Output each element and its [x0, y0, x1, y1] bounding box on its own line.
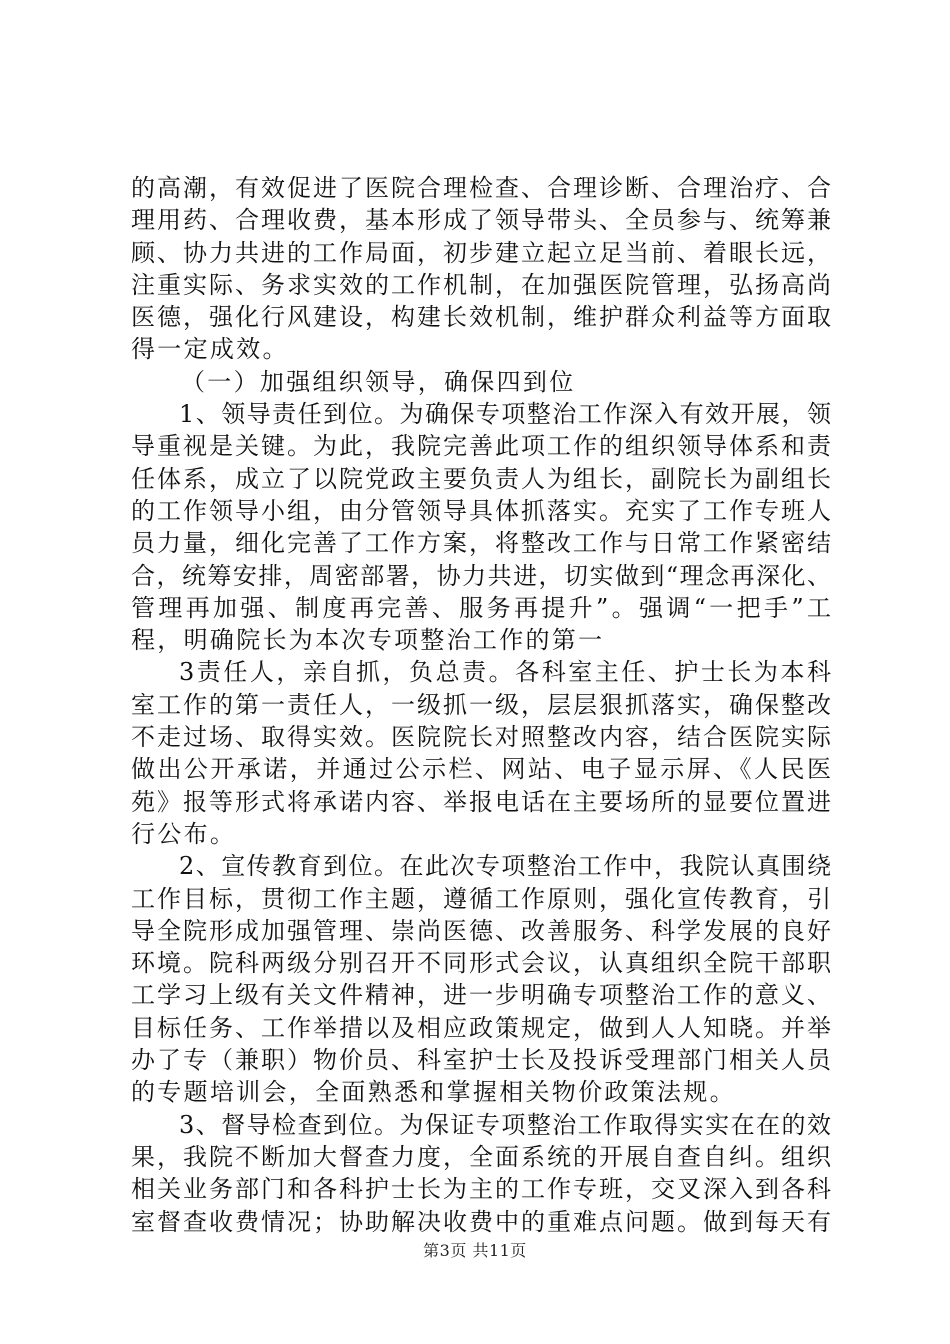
text-line: 相关业务部门和各科护士长为主的工作专班，交叉深入到各科 — [131, 1175, 831, 1204]
text-line: 导重视是关键。为此，我院完善此项工作的组织领导体系和责 — [131, 432, 831, 461]
text-line: 注重实际、务求实效的工作机制，在加强医院管理，弘扬高尚 — [131, 270, 831, 299]
text-line: 管理再加强、制度再完善、服务再提升”。强调“一把手”工 — [131, 593, 831, 622]
text-line: 办了专（兼职）物价员、科室护士长及投诉受理部门相关人员 — [131, 1046, 831, 1075]
text-line: 的专题培训会，全面熟悉和掌握相关物价政策法规。 — [131, 1078, 736, 1107]
text-line: 行公布。 — [131, 819, 237, 848]
text-line: 1、领导责任到位。为确保专项整治工作深入有效开展，领 — [179, 400, 831, 429]
text-line: 室工作的第一责任人，一级抓一级，层层狠抓落实，确保整改 — [131, 690, 831, 719]
text-line: 员力量，细化完善了工作方案，将整改工作与日常工作紧密结 — [131, 529, 831, 558]
text-line: 导全院形成加强管理、崇尚医德、改善服务、科学发展的良好 — [131, 916, 831, 945]
section-heading: （一）加强组织领导，确保四到位 — [181, 367, 576, 396]
text-line: 目标任务、工作举措以及相应政策规定，做到人人知晓。并举 — [131, 1013, 831, 1042]
text-line: 环境。院科两级分别召开不同形式会议，认真组织全院干部职 — [131, 949, 831, 978]
text-line: 医德，强化行风建设，构建长效机制，维护群众利益等方面取 — [131, 303, 831, 332]
text-line: 苑》报等形式将承诺内容、举报电话在主要场所的显要位置进 — [131, 787, 831, 816]
document-body — [131, 172, 831, 1238]
text-line: 的工作领导小组，由分管领导具体抓落实。充实了工作专班人 — [131, 496, 831, 525]
text-line: 室督查收费情况；协助解决收费中的重难点问题。做到每天有 — [131, 1207, 831, 1236]
text-line: 的高潮，有效促进了医院合理检查、合理诊断、合理治疗、合 — [131, 174, 831, 202]
text-line: 工作目标，贯彻工作主题，遵循工作原则，强化宣传教育，引 — [131, 884, 831, 913]
text-line: 任体系，成立了以院党政主要负责人为组长，副院长为副组长 — [131, 464, 831, 493]
text-line: 果，我院不断加大督查力度，全面系统的开展自查自纠。组织 — [131, 1142, 831, 1171]
text-line: 不走过场、取得实效。医院院长对照整改内容，结合医院实际 — [131, 723, 831, 752]
text-line: 顾、协力共进的工作局面，初步建立起立足当前、着眼长远， — [131, 238, 831, 267]
text-line: 做出公开承诺，并通过公示栏、网站、电子显示屏、《人民医 — [131, 755, 831, 784]
text-line: 合，统筹安排，周密部署，协力共进，切实做到“理念再深化、 — [131, 561, 831, 590]
text-line: 2、宣传教育到位。在此次专项整治工作中，我院认真围绕 — [179, 852, 831, 881]
text-line: 工学习上级有关文件精神，进一步明确专项整治工作的意义、 — [131, 981, 831, 1010]
text-line: 3责任人，亲自抓，负总责。各科室主任、护士长为本科 — [179, 658, 831, 687]
page-footer: 第3页 共11页 — [423, 1241, 527, 1260]
text-line: 程，明确院长为本次专项整治工作的第一 — [131, 626, 605, 655]
text-line: 理用药、合理收费，基本形成了领导带头、全员参与、统筹兼 — [131, 206, 831, 235]
text-line: 得一定成效。 — [131, 335, 289, 364]
text-line: 3、督导检查到位。为保证专项整治工作取得实实在在的效 — [179, 1110, 831, 1139]
